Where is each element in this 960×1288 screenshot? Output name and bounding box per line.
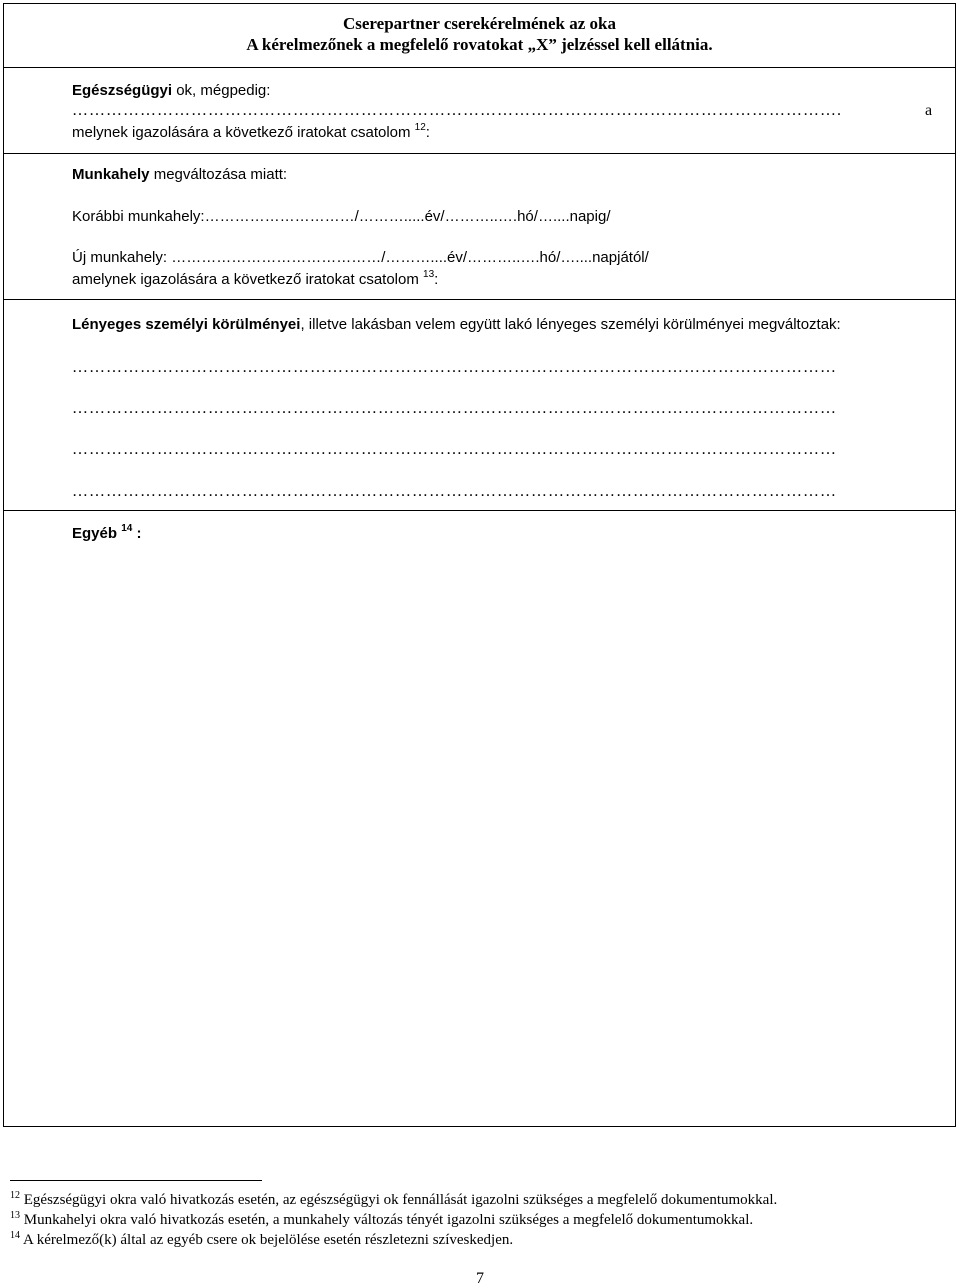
personal-label-bold: Lényeges személyi körülményei bbox=[72, 316, 301, 333]
other-label bbox=[72, 524, 141, 544]
footnote-14 bbox=[10, 1231, 513, 1249]
health-dots-end: a bbox=[925, 102, 933, 119]
header-divider bbox=[3, 67, 956, 68]
personal-dot-line-2[interactable]: ……………………………………………………………………………………………………………………… bbox=[72, 400, 837, 417]
workplace-label-rest: megváltozása miatt: bbox=[149, 166, 288, 183]
footnote-text: Egészségügyi okra való hivatkozás esetén, az egészségügyi ok fennállását igazolni szükséges a megfelelő dokumentumokkal. bbox=[23, 1192, 778, 1208]
footnote-13 bbox=[10, 1211, 753, 1229]
workplace-attach-text: amelynek igazolására a következő iratokat csatolom bbox=[72, 271, 419, 288]
footnote-separator bbox=[10, 1180, 262, 1181]
footnote-ref-12: 12 bbox=[414, 122, 426, 133]
footnote-ref-14: 14 bbox=[121, 523, 133, 534]
personal-divider bbox=[3, 510, 956, 511]
footnote-12 bbox=[10, 1191, 777, 1209]
personal-dot-line-4[interactable]: ……………………………………………………………………………………………………………………… bbox=[72, 483, 837, 500]
health-attach-colon: : bbox=[425, 124, 430, 141]
form-title: Cserepartner cserekérelmének az oka bbox=[342, 14, 617, 33]
personal-dot-line-3[interactable]: ……………………………………………………………………………………………………………………… bbox=[72, 441, 837, 458]
other-free-text-area[interactable] bbox=[70, 550, 940, 1110]
workplace-divider bbox=[3, 299, 956, 300]
previous-workplace-field[interactable]: Korábbi munkahely:…………………………/……….....év/………..….hó/…....napig/ bbox=[72, 208, 611, 225]
other-label-bold: Egyéb bbox=[72, 525, 118, 542]
personal-label bbox=[72, 315, 841, 335]
footnote-number: 13 bbox=[10, 1210, 20, 1221]
footnote-ref-13: 13 bbox=[423, 269, 435, 280]
workplace-label bbox=[72, 165, 287, 185]
form-instruction: A kérelmezőnek a megfelelő rovatokat „X” jelzéssel kell ellátnia. bbox=[246, 35, 713, 54]
health-reason-field[interactable]: ………………………………………………………………………………………………………………………. bbox=[72, 102, 842, 119]
page-number: 7 bbox=[476, 1270, 484, 1287]
workplace-attach-colon: : bbox=[434, 271, 439, 288]
footnote-text: Munkahelyi okra való hivatkozás esetén, a munkahely változás tényét igazolni szükséges a megfelelő dokumentumokkal. bbox=[23, 1212, 754, 1228]
health-label-bold: Egészségügyi bbox=[72, 82, 173, 99]
health-divider bbox=[3, 153, 956, 154]
new-workplace-field[interactable]: Új munkahely: ……………………………………/………....év/………..….hó/…....napjától/ bbox=[72, 249, 649, 266]
health-attach-text: melynek igazolására a következő iratokat csatolom bbox=[72, 124, 411, 141]
health-attach-line bbox=[72, 123, 430, 143]
personal-dot-line-1[interactable]: ……………………………………………………………………………………………………………………… bbox=[72, 359, 837, 376]
health-label-rest: ok, mégpedig: bbox=[172, 82, 271, 99]
other-colon: : bbox=[136, 525, 142, 542]
footnote-text: A kérelmező(k) által az egyéb csere ok bejelölése esetén részletezni szíveskedjen. bbox=[22, 1232, 514, 1248]
personal-label-rest: , illetve lakásban velem együtt lakó lényeges személyi körülményei megváltoztak: bbox=[300, 316, 841, 333]
health-label bbox=[72, 81, 270, 101]
footnote-number: 14 bbox=[10, 1230, 20, 1241]
workplace-attach-line bbox=[72, 270, 438, 290]
footnote-number: 12 bbox=[10, 1190, 20, 1201]
workplace-label-bold: Munkahely bbox=[72, 166, 150, 183]
